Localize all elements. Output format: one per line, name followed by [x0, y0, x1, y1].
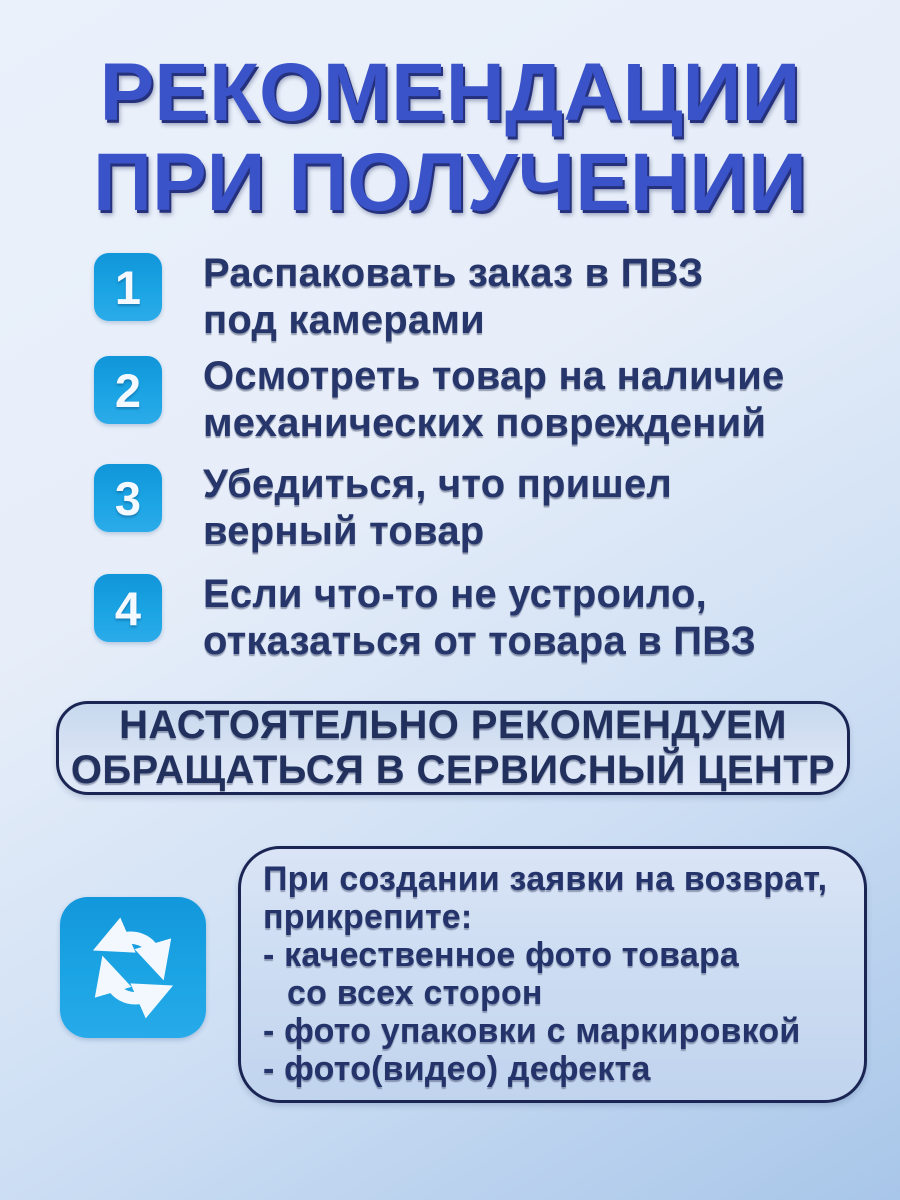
service-center-banner — [56, 701, 850, 795]
step-item-1 — [94, 250, 703, 344]
step-text-line: отказаться от товара в ПВЗ — [203, 619, 757, 663]
step-number-badge: 4 — [94, 574, 162, 642]
step-item-2 — [94, 353, 784, 447]
banner-line2: ОБРАЩАТЬСЯ В СЕРВИСНЫЙ ЦЕНТР — [70, 748, 836, 792]
step-text-line: верный товар — [203, 509, 485, 553]
note-line: со всех сторон — [287, 974, 543, 1012]
note-line: При создании заявки на возврат, — [263, 860, 828, 898]
step-number-badge: 1 — [94, 253, 162, 321]
step-text — [203, 353, 784, 447]
note-line: прикрепите: — [263, 898, 473, 936]
note-line: - фото упаковки с маркировкой — [263, 1012, 801, 1050]
note-line: - фото(видео) дефекта — [263, 1050, 651, 1088]
step-text — [203, 250, 703, 344]
exchange-arrows-icon — [60, 897, 206, 1038]
step-number-badge: 2 — [94, 356, 162, 424]
step-item-4 — [94, 571, 756, 665]
step-number-badge: 3 — [94, 464, 162, 532]
step-text-line: механических повреждений — [203, 401, 767, 445]
step-text-line: Распаковать заказ в ПВЗ — [203, 251, 704, 295]
step-text — [203, 461, 672, 555]
note-line: - качественное фото товара — [263, 936, 740, 974]
banner-line1: НАСТОЯТЕЛЬНО РЕКОМЕНДУЕМ — [119, 703, 787, 747]
page-title — [0, 48, 900, 228]
step-text-line: под камерами — [203, 298, 485, 342]
page-title-line1: РЕКОМЕНДАЦИИ — [99, 47, 801, 138]
step-text-line: Убедиться, что пришел — [203, 462, 673, 506]
step-text-line: Если что-то не устроило, — [203, 572, 707, 616]
step-text-line: Осмотреть товар на наличие — [203, 354, 785, 398]
step-item-3 — [94, 461, 672, 555]
step-text — [203, 571, 756, 665]
page-title-line2: ПРИ ПОЛУЧЕНИИ — [93, 137, 807, 228]
return-note-box — [238, 846, 867, 1103]
